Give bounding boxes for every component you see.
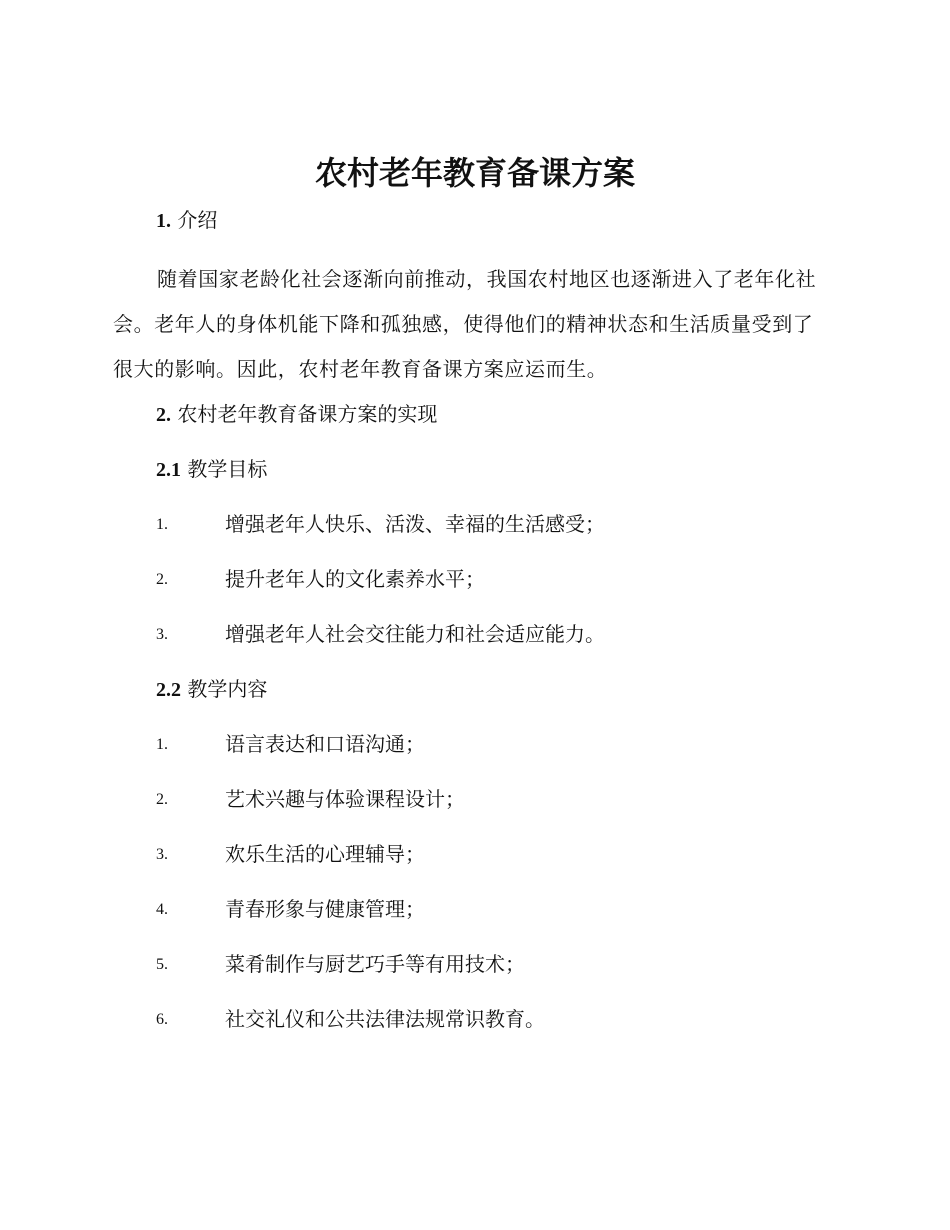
document-title: 农村老年教育备课方案 [314, 154, 635, 192]
section-label: 教学内容 [187, 677, 268, 701]
list-item-text: 增强老年人快乐、活泼、幸福的生活感受； [225, 512, 605, 536]
list-marker: 2. [156, 791, 168, 808]
list-marker: 5. [156, 956, 168, 973]
list-marker: 4. [156, 901, 168, 918]
section-label: 教学目标 [187, 457, 268, 481]
section-number: 1. [156, 210, 171, 232]
list-item-text: 语言表达和口语沟通； [225, 732, 425, 756]
section-number: 2. [156, 404, 171, 426]
section-number: 2.2 [156, 679, 181, 701]
section-heading-intro [156, 205, 217, 236]
list-item-text: 菜肴制作与厨艺巧手等有用技术； [225, 952, 525, 976]
list-marker: 6. [156, 1011, 168, 1028]
list-item-text: 欢乐生活的心理辅导； [225, 842, 425, 866]
list-item-text: 艺术兴趣与体验课程设计； [225, 787, 465, 811]
list-marker: 1. [156, 516, 168, 533]
section-heading-goals [156, 454, 267, 485]
intro-paragraph: 随着国家老龄化社会逐渐向前推动，我国农村地区也逐渐进入了老年化社会。老年人的身体机能下降和孤独感，使得他们的精神状态和生活质量受到了很大的影响。因此，农村老年教育备课方案应运而生。 [113, 267, 817, 381]
section-heading-contents [156, 674, 267, 705]
section-number: 2.1 [156, 459, 181, 481]
list-marker: 3. [156, 846, 168, 863]
list-item-text: 增强老年人社会交往能力和社会适应能力。 [225, 622, 605, 646]
list-item-text: 社交礼仪和公共法律法规常识教育。 [225, 1007, 545, 1031]
section-label: 农村老年教育备课方案的实现 [177, 402, 438, 426]
list-marker: 3. [156, 626, 168, 643]
list-marker: 2. [156, 571, 168, 588]
list-marker: 1. [156, 736, 168, 753]
section-label: 介绍 [177, 208, 218, 232]
list-item-text: 青春形象与健康管理； [225, 897, 425, 921]
list-item-text: 提升老年人的文化素养水平； [225, 567, 485, 591]
section-heading-implementation [156, 399, 437, 430]
